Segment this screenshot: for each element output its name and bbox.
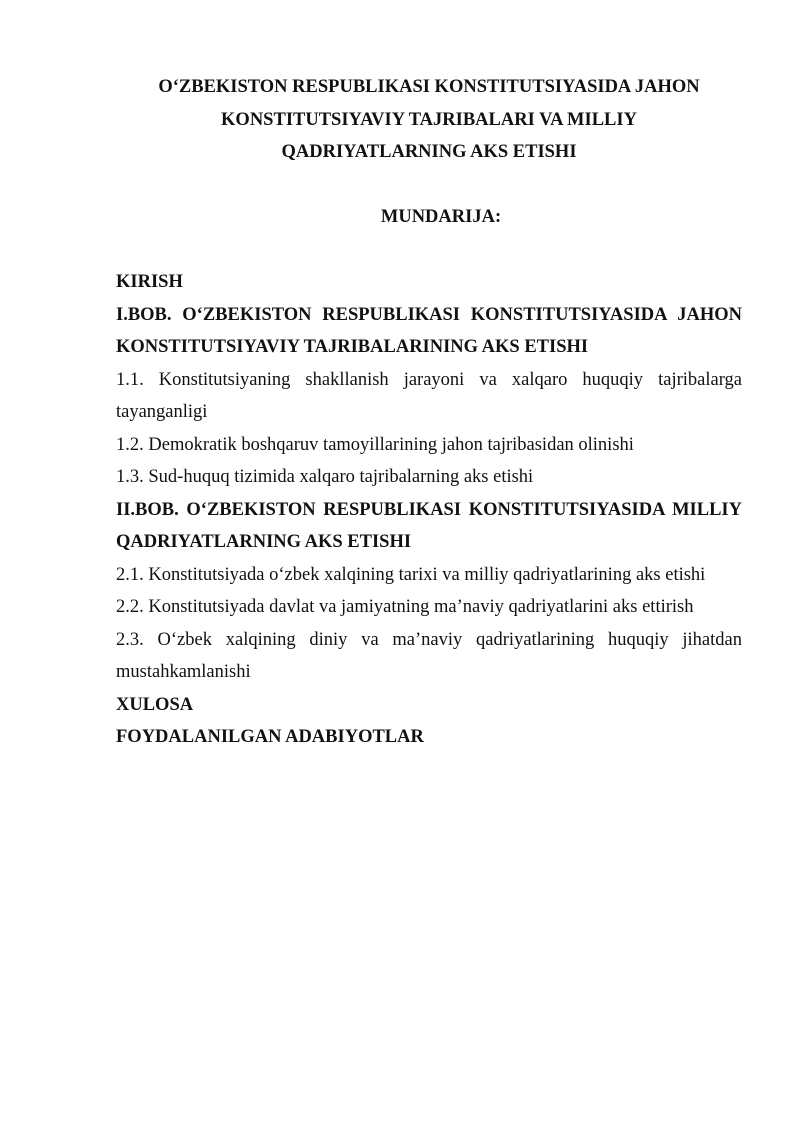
toc-chapter-1-title-cont: KONSTITUTSIYAVIY TAJRIBALARINING AKS ETISHI (116, 337, 589, 357)
title-line-1: O‘ZBEKISTON RESPUBLIKASI KONSTITUTSIYASIDA JAHON (158, 77, 700, 97)
toc-entry-conclusion: XULOSA (116, 694, 194, 715)
toc-entry-references: FOYDALANILGAN ADABIYOTLAR (116, 727, 424, 747)
document-page (116, 71, 742, 754)
toc-chapter-2-title-cont: QADRIYATLARNING AKS ETISHI (116, 532, 412, 552)
toc-section-2-3: 2.3. O‘zbek xalqining diniy va ma’naviy qadriyatlarining huquqiy jihatdan (116, 629, 742, 650)
toc-chapter-2-title: II.BOB. O‘ZBEKISTON RESPUBLIKASI KONSTITUTSIYASIDA MILLIY (116, 499, 742, 520)
toc-section-1-2: 1.2. Demokratik boshqaruv tamoyillarining jahon tajribasidan olinishi (116, 434, 634, 455)
toc-section-1-3: 1.3. Sud-huquq tizimida xalqaro tajribalarning aks etishi (116, 467, 534, 487)
toc-section-2-1: 2.1. Konstitutsiyada o‘zbek xalqining tarixi va milliy qadriyatlarining aks etishi (116, 564, 706, 585)
toc-section-1-1: 1.1. Konstitutsiyaning shakllanish jarayoni va xalqaro huquqiy tajribalarga (116, 369, 742, 390)
toc-entry-intro: KIRISH (116, 272, 183, 292)
contents-heading: MUNDARIJA: (380, 206, 502, 227)
toc-section-2-3-cont: mustahkamlanishi (116, 662, 251, 682)
toc-section-1-1-cont: tayanganligi (116, 402, 208, 422)
toc-chapter-1-title: I.BOB. O‘ZBEKISTON RESPUBLIKASI KONSTITUTSIYASIDA JAHON (116, 304, 742, 325)
title-line-2: KONSTITUTSIYAVIY TAJRIBALARI VA MILLIY (221, 109, 637, 130)
title-line-3: QADRIYATLARNING AKS ETISHI (281, 142, 577, 162)
table-of-contents (116, 266, 742, 754)
toc-section-2-2: 2.2. Konstitutsiyada davlat va jamiyatning ma’naviy qadriyatlarini aks ettirish (116, 597, 694, 617)
document-title (116, 71, 742, 169)
